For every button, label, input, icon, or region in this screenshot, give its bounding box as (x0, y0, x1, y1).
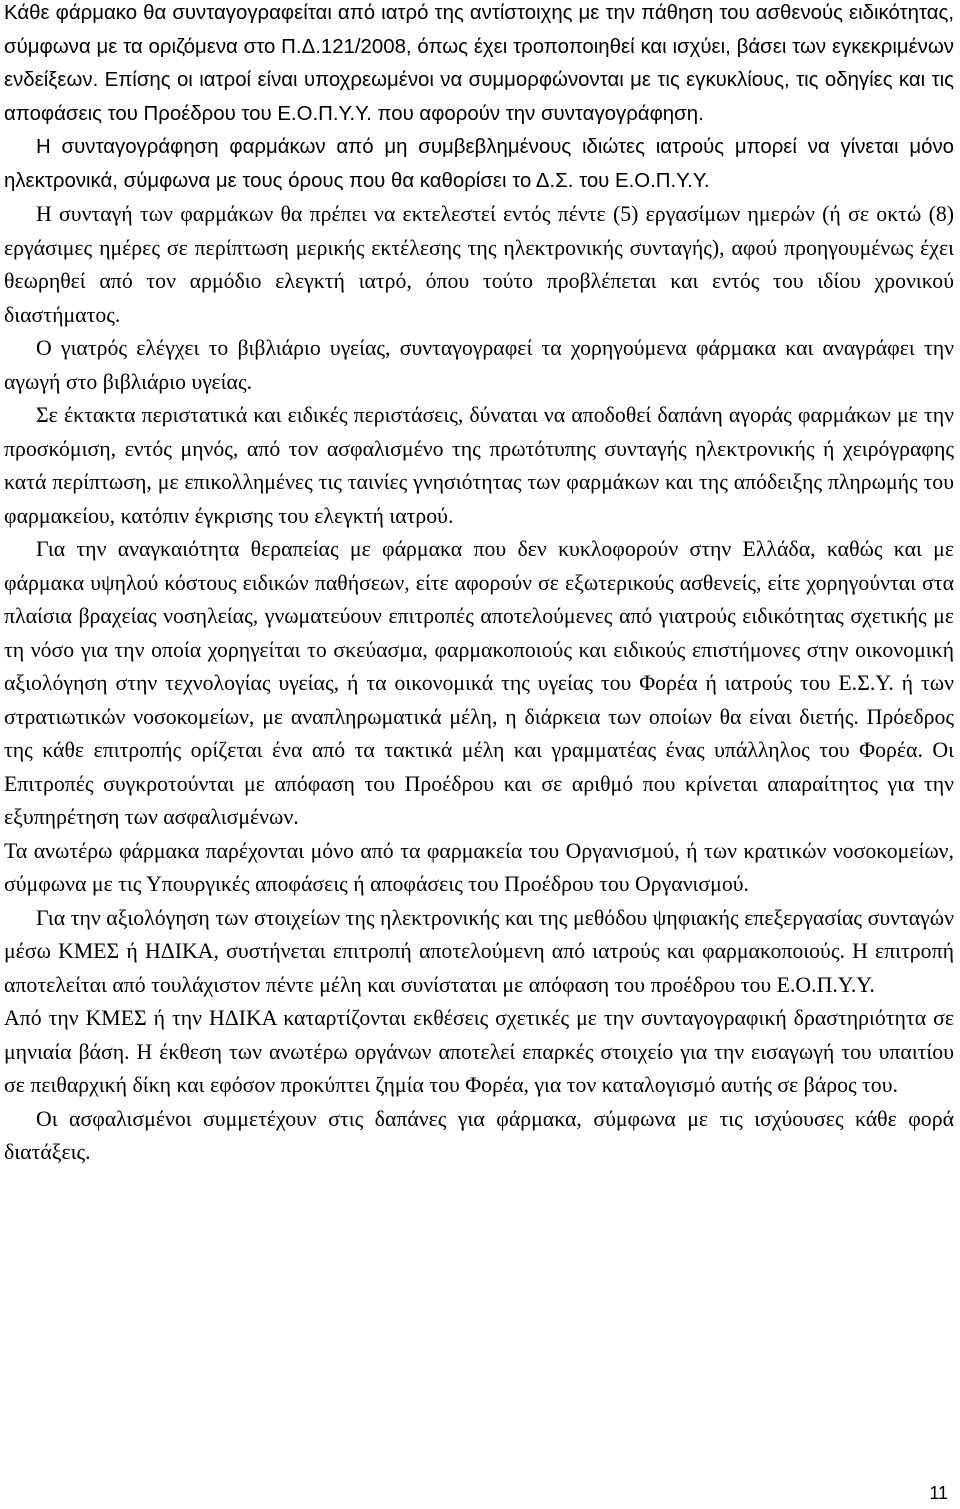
paragraph-evaluation-committee: Για την αξιολόγηση των στοιχείων της ηλεκτρονικής και της μεθόδου ψηφιακής επεξεργασίας συνταγών μέσω ΚΜΕΣ ή ΗΔΙΚΑ, συστήνεται επιτροπή αποτελούμενη από ιατρούς και φαρμακοποιούς. Η επιτροπή αποτελείται από τουλάχιστον πέντε μέλη και συνίσταται με απόφαση του προέδρου του Ε.Ο.Π.Υ.Υ. (4, 905, 954, 997)
paragraph-reports: Από την ΚΜΕΣ ή την ΗΔΙΚΑ καταρτίζονται εκθέσεις σχετικές με την συνταγογραφική δραστηριότητα σε μηνιαία βάση. Η έκθεση των ανωτέρω οργάνων αποτελεί επαρκές στοιχείο για την εισαγωγή του υπαιτίου σε πειθαρχική δίκη και εφόσον προκύπτει ζημία του Φορέα, για τον καταλογισμό αυτής σε βάρος του. (4, 1006, 954, 1097)
paragraph-special-medicines-committees: Για την αναγκαιότητα θεραπείας με φάρμακα που δεν κυκλοφορούν στην Ελλάδα, καθώς και με φάρμακα υψηλού κόστους ειδικών παθήσεων, είτε αφορούν σε εξωτερικούς ασθενείς, είτε χορηγούνται στα πλαίσια βραχείας νοσηλείας, γνωματεύουν επιτροπές αποτελούμενες από γιατρούς ειδικότητας σχετικής με τη νόσο για την οποία χορηγείται το σκεύασμα, φαρμακοποιούς και ειδικούς επιστήμονες στην οικονομική αξιολόγηση στην τεχνολογίας υγείας, ή τα οικονομικά της υγείας του Φορέα ή ιατρούς του Ε.Σ.Υ. ή των στρατιωτικών νοσοκομείων, με αναπληρωματικά μέλη, η διάρκεια των οποίων θα είναι διετής. Πρόεδρος της κάθε επιτροπής ορίζεται ένα από τα τακτικά μέλη και γραμματέας ένας υπάλληλος του Φορέα. Οι Επιτροπές συγκροτούνται με απόφαση του Προέδρου και σε αριθμό που κρίνεται απαραίτητος για την εξυπηρέτηση των ασφαλισμένων. (4, 537, 954, 829)
paragraph-private-doctors: Η συνταγογράφηση φαρμάκων από μη συμβεβλημένους ιδιώτες ιατρούς μπορεί να γίνεται μόνο ηλεκτρονικά, σύμφωνα με τους όρους που θα καθορίσει το Δ.Σ. του Ε.Ο.Π.Υ.Υ. (4, 136, 954, 192)
paragraph-prescribing-rules: Κάθε φάρμακο θα συνταγογραφείται από ιατρό της αντίστοιχης με την πάθηση του ασθενούς ειδικότητας, σύμφωνα με τα οριζόμενα στο Π.Δ.121/2008, όπως έχει τροποποιηθεί και ισχύει, βάσει των εγκεκριμένων ενδείξεων. Επίσης οι ιατροί είναι υποχρεωμένοι να συμμορφώνονται με τις εγκυκλίους, τις οδηγίες και τις αποφάσεις του Προέδρου του Ε.Ο.Π.Υ.Υ. που αφορούν την συνταγογράφηση. (4, 2, 954, 125)
paragraph-insured-participation: Οι ασφαλισμένοι συμμετέχουν στις δαπάνες για φάρμακα, σύμφωνα με τις ισχύουσες κάθε φορά διατάξεις. (4, 1106, 954, 1164)
paragraph-prescription-execution: Η συνταγή των φαρμάκων θα πρέπει να εκτελεστεί εντός πέντε (5) εργασίμων ημερών (ή σε οκτώ (8) εργάσιμες ημέρες σε περίπτωση μερικής εκτέλεσης της ηλεκτρονικής συνταγής), αφού προηγουμένως έχει θεωρηθεί από τον αρμόδιο ελεγκτή ιατρό, όπου τούτο προβλέπεται και εντός του ιδίου χρονικού διαστήματος. (4, 202, 954, 327)
page-number: 11 (929, 1483, 948, 1503)
paragraph-doctor-checks: Ο γιατρός ελέγχει το βιβλιάριο υγείας, συνταγογραφεί τα χορηγούμενα φάρμακα και αναγράφει την αγωγή στο βιβλιάριο υγείας. (4, 336, 954, 394)
paragraph-emergency-cases: Σε έκτακτα περιστατικά και ειδικές περιστάσεις, δύναται να αποδοθεί δαπάνη αγοράς φαρμάκων με την προσκόμιση, εντός μηνός, από τον ασφαλισμένο της πρωτότυπης συνταγής ηλεκτρονικής ή χειρόγραφης κατά περίπτωση, με επικολλημένες τις ταινίες γνησιότητας των φαρμάκων και της απόδειξης πληρωμής του φαρμακείου, κατόπιν έγκρισης του ελεγκτή ιατρού. (4, 403, 954, 528)
paragraph-pharmacies-supply: Τα ανωτέρω φάρμακα παρέχονται μόνο από τα φαρμακεία του Οργανισμού, ή των κρατικών νοσοκομείων, σύμφωνα με τις Υπουργικές αποφάσεις ή αποφάσεις του Προέδρου του Οργανισμού. (4, 838, 954, 896)
